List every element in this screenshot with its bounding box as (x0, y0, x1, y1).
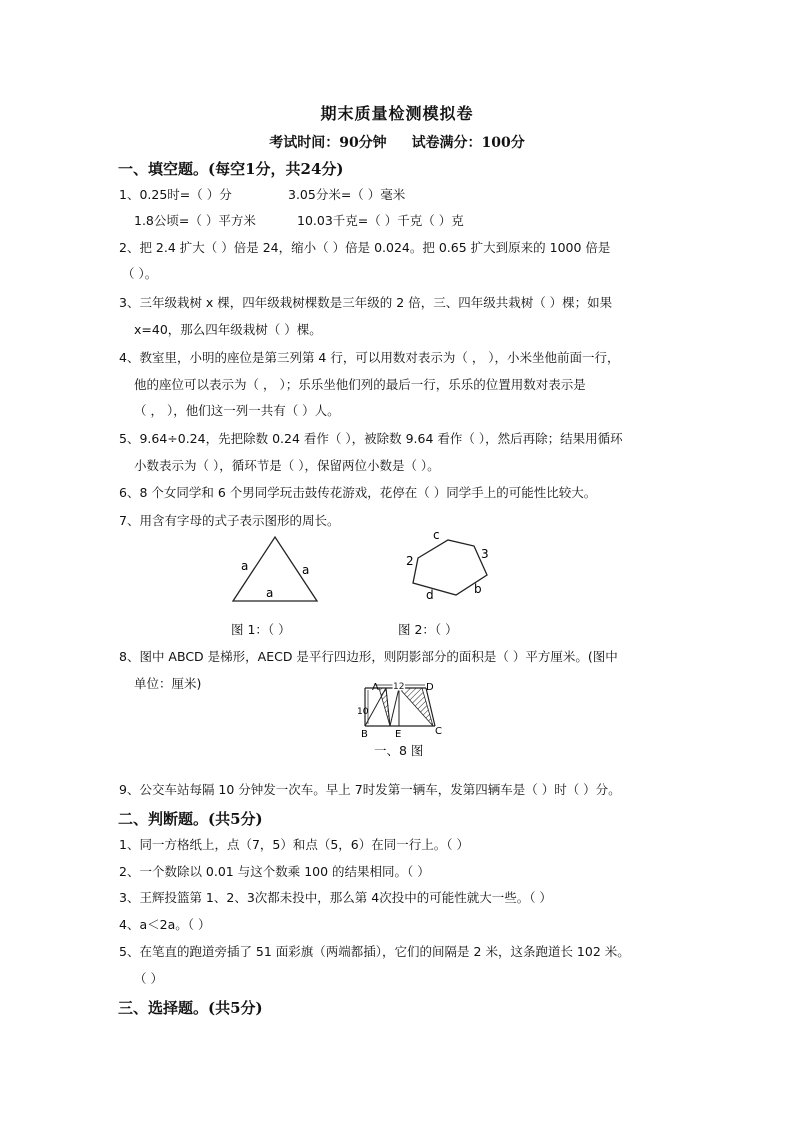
top-length-label: 12 (393, 682, 405, 692)
height-label: 10 (357, 707, 369, 717)
q1-part-d: 10.03千克=（ ）千克（ ）克 (297, 213, 464, 228)
pentagon-figure (398, 527, 498, 603)
vertex-e-label: E (395, 729, 402, 739)
q8-line2: 单位：厘米) (134, 676, 202, 691)
section2-heading: 二、判断题。(共5分) (118, 810, 263, 828)
ae-side (390, 688, 399, 726)
q3-line2: x=40，那么四年级栽树（ ）棵。 (134, 322, 322, 337)
judge-q5-line1: 5、在笔直的跑道旁插了 51 面彩旗（两端都插），它们的间隔是 2 米，这条跑道长 102 米。 (119, 944, 630, 959)
q5-line1: 5、9.64÷0.24，先把除数 0.24 看作（ ），被除数 9.64 看作（ ），然后再除；结果用循环 (119, 431, 623, 446)
q7: 7、用含有字母的式子表示图形的周长。 (119, 513, 340, 528)
vertex-c-label: C (435, 726, 442, 737)
triangle-bottom-label: a (266, 586, 274, 600)
q2-line2: （ ）。 (122, 266, 158, 281)
figure1-caption: 图 1：（ ） (231, 622, 291, 637)
pentagon-bottom-right-label: b (474, 582, 482, 596)
vertex-a-label: A (372, 682, 379, 693)
pentagon-left-label: 2 (406, 554, 414, 568)
judge-q3: 3、王辉投篮第 1、2、3次都未投中，那么第 4次投中的可能性就大一些。（ ） (119, 890, 552, 905)
q8-line1: 8、图中 ABCD 是梯形，AECD 是平行四边形，则阴影部分的面积是（ ）平方厘米。(图中 (119, 649, 618, 664)
q2-line1: 2、把 2.4 扩大（ ）倍是 24，缩小（ ）倍是 0.024。把 0.65 扩大到原来的 1000 倍是 (119, 240, 611, 255)
q4-line3: （ ， ），他们这一列一共有（ ）人。 (134, 403, 340, 418)
triangle-right-label: a (302, 563, 310, 577)
pentagon-bottom-label: d (426, 588, 434, 602)
q9: 9、公交车站每隔 10 分钟发一次车。早上 7时发第一辆车，发第四辆车是（ ）时（ ）分。 (119, 782, 621, 797)
pentagon-top-label: c (433, 528, 440, 542)
figure8-caption: 一、8 图 (374, 743, 424, 758)
triangle-figure (228, 533, 324, 605)
section3-heading: 三、选择题。(共5分) (118, 999, 263, 1017)
exam-time: 考试时间：90分钟 (269, 135, 387, 151)
vertex-b-label: B (361, 729, 368, 739)
trapezoid-figure (355, 681, 445, 739)
q5-line2: 小数表示为（ ），循环节是（ ），保留两位小数是（ ）。 (134, 458, 440, 473)
q4-line1: 4、教室里，小明的座位是第三列第 4 行，可以用数对表示为（ ， ），小米坐他前面一行， (119, 350, 620, 365)
q3-line1: 3、三年级栽树 x 棵，四年级栽树棵数是三年级的 2 倍，三、四年级共栽树（ ）棵；如果 (119, 295, 613, 310)
exam-info (0, 132, 794, 152)
judge-q4: 4、a＜2a。（ ） (119, 917, 211, 932)
judge-q1: 1、同一方格纸上，点（7，5）和点（5，6）在同一行上。（ ） (119, 837, 469, 852)
q6: 6、8 个女同学和 6 个男同学玩击鼓传花游戏，花停在（ ）同学手上的可能性比较大。 (119, 485, 597, 500)
vertex-d-label: D (426, 682, 434, 693)
q4-line2: 他的座位可以表示为（ ， ）；乐乐坐他们列的最后一行，乐乐的位置用数对表示是 (134, 377, 586, 392)
section1-heading: 一、填空题。(每空1分，共24分) (118, 160, 344, 178)
figure2-caption: 图 2：（ ） (398, 622, 458, 637)
triangle-left-label: a (241, 559, 249, 573)
pentagon-right-label: 3 (481, 547, 489, 561)
q1-part-c: 1.8公顷=（ ）平方米 (134, 213, 256, 228)
q1-part-b: 3.05分米=（ ）毫米 (288, 187, 406, 202)
q1-part-a: 1、0.25时=（ ）分 (119, 187, 232, 202)
exam-score: 试卷满分：100分 (411, 135, 525, 151)
page-title: 期末质量检测模拟卷 (320, 104, 474, 123)
judge-q5-line2: （ ） (134, 971, 163, 986)
judge-q2: 2、一个数除以 0.01 与这个数乘 100 的结果相同。（ ） (119, 864, 430, 879)
